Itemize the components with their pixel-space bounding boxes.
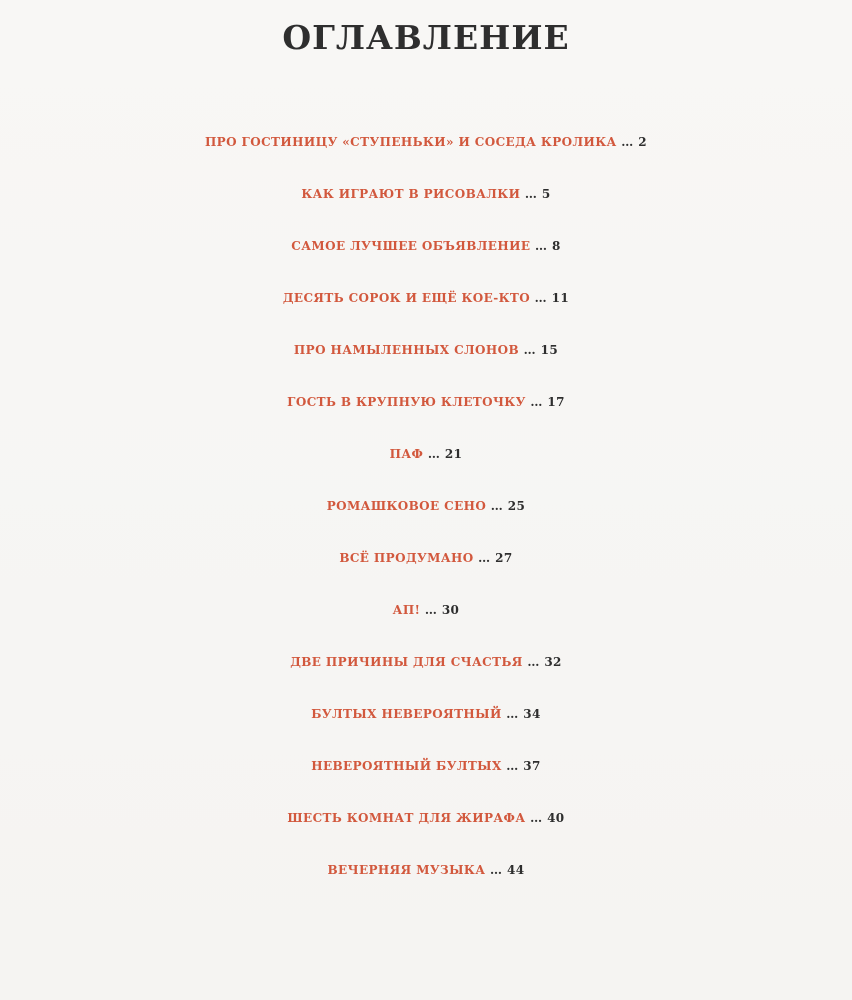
toc-entry-separator: … bbox=[501, 759, 524, 773]
toc-entry bbox=[0, 170, 852, 222]
toc-entry bbox=[0, 690, 852, 742]
toc-entry-separator: … bbox=[520, 187, 542, 201]
toc-entry-title: ПАФ bbox=[389, 447, 424, 461]
toc-entry-title: НЕВЕРОЯТНЫЙ БУЛТЫХ bbox=[311, 759, 502, 773]
toc-entry-separator: … bbox=[485, 863, 507, 877]
toc-entry bbox=[0, 222, 852, 274]
toc-entry bbox=[0, 378, 852, 430]
toc-entry-title: ШЕСТЬ КОМНАТ ДЛЯ ЖИРАФА bbox=[287, 811, 526, 825]
toc-entry-title: АП! bbox=[392, 603, 421, 617]
toc-entry-title: САМОЕ ЛУЧШЕЕ ОБЪЯВЛЕНИЕ bbox=[291, 239, 531, 253]
toc-entry bbox=[0, 482, 852, 534]
toc-entry-title: РОМАШКОВОЕ СЕНО bbox=[326, 499, 487, 513]
toc-entry-page-number: 40 bbox=[547, 811, 565, 825]
toc-entry bbox=[0, 534, 852, 586]
toc-entry-separator: … bbox=[525, 395, 548, 409]
toc-entry-page-number: 2 bbox=[638, 135, 648, 149]
toc-entry-separator: … bbox=[486, 499, 508, 513]
toc-entry bbox=[0, 326, 852, 378]
toc-entry-separator: … bbox=[530, 291, 552, 305]
toc-entry-separator: … bbox=[525, 811, 548, 825]
toc-entry-separator: … bbox=[420, 603, 442, 617]
toc-entry-page-number: 34 bbox=[523, 707, 541, 721]
toc-entry-page-number: 32 bbox=[544, 655, 562, 669]
toc-entry bbox=[0, 638, 852, 690]
toc-entry-title: ДВЕ ПРИЧИНЫ ДЛЯ СЧАСТЬЯ bbox=[290, 655, 523, 669]
toc-entry bbox=[0, 274, 852, 326]
toc-entry-separator: … bbox=[616, 135, 639, 149]
toc-entry-page-number: 5 bbox=[541, 187, 551, 201]
toc-entry bbox=[0, 742, 852, 794]
toc-entry-separator: … bbox=[519, 343, 541, 357]
toc-entry-page-number: 17 bbox=[547, 395, 565, 409]
toc-entry-separator: … bbox=[501, 707, 524, 721]
toc-entry-title: ДЕСЯТЬ СОРОК И ЕЩЁ КОЕ-КТО bbox=[282, 291, 531, 305]
toc-entry-page-number: 11 bbox=[551, 291, 570, 305]
toc-entry-title: ГОСТЬ В КРУПНУЮ КЛЕТОЧКУ bbox=[287, 395, 526, 409]
toc-entry-title: КАК ИГРАЮТ В РИСОВАЛКИ bbox=[301, 187, 521, 201]
toc-entry-page-number: 21 bbox=[444, 447, 463, 461]
toc-entry-page-number: 30 bbox=[441, 603, 460, 617]
toc-entry-title: БУЛТЫХ НЕВЕРОЯТНЫЙ bbox=[311, 707, 502, 721]
toc-entry-page-number: 15 bbox=[540, 343, 559, 357]
toc-entry-page-number: 27 bbox=[495, 551, 513, 565]
toc-entry-page-number: 37 bbox=[523, 759, 541, 773]
toc-entry-separator: … bbox=[530, 239, 552, 253]
toc-entry bbox=[0, 118, 852, 170]
page-title: ОГЛАВЛЕНИЕ bbox=[282, 18, 570, 57]
toc-entry-page-number: 25 bbox=[507, 499, 526, 513]
toc-entry-title: ВСЁ ПРОДУМАНО bbox=[339, 551, 474, 565]
toc-entry-page-number: 44 bbox=[506, 863, 525, 877]
toc-entry-separator: … bbox=[522, 655, 545, 669]
toc-entry bbox=[0, 794, 852, 846]
toc-entry-title: ПРО НАМЫЛЕННЫХ СЛОНОВ bbox=[293, 343, 520, 357]
toc-entry bbox=[0, 430, 852, 482]
toc-entry-separator: … bbox=[423, 447, 445, 461]
toc-entry bbox=[0, 586, 852, 638]
toc-entry-title: ВЕЧЕРНЯЯ МУЗЫКА bbox=[327, 863, 486, 877]
table-of-contents bbox=[0, 118, 852, 898]
toc-entry-title: ПРО ГОСТИНИЦУ «СТУПЕНЬКИ» И СОСЕДА КРОЛИКА bbox=[204, 135, 617, 149]
toc-entry bbox=[0, 846, 852, 898]
toc-entry-separator: … bbox=[473, 551, 496, 565]
toc-entry-page-number: 8 bbox=[551, 239, 561, 253]
